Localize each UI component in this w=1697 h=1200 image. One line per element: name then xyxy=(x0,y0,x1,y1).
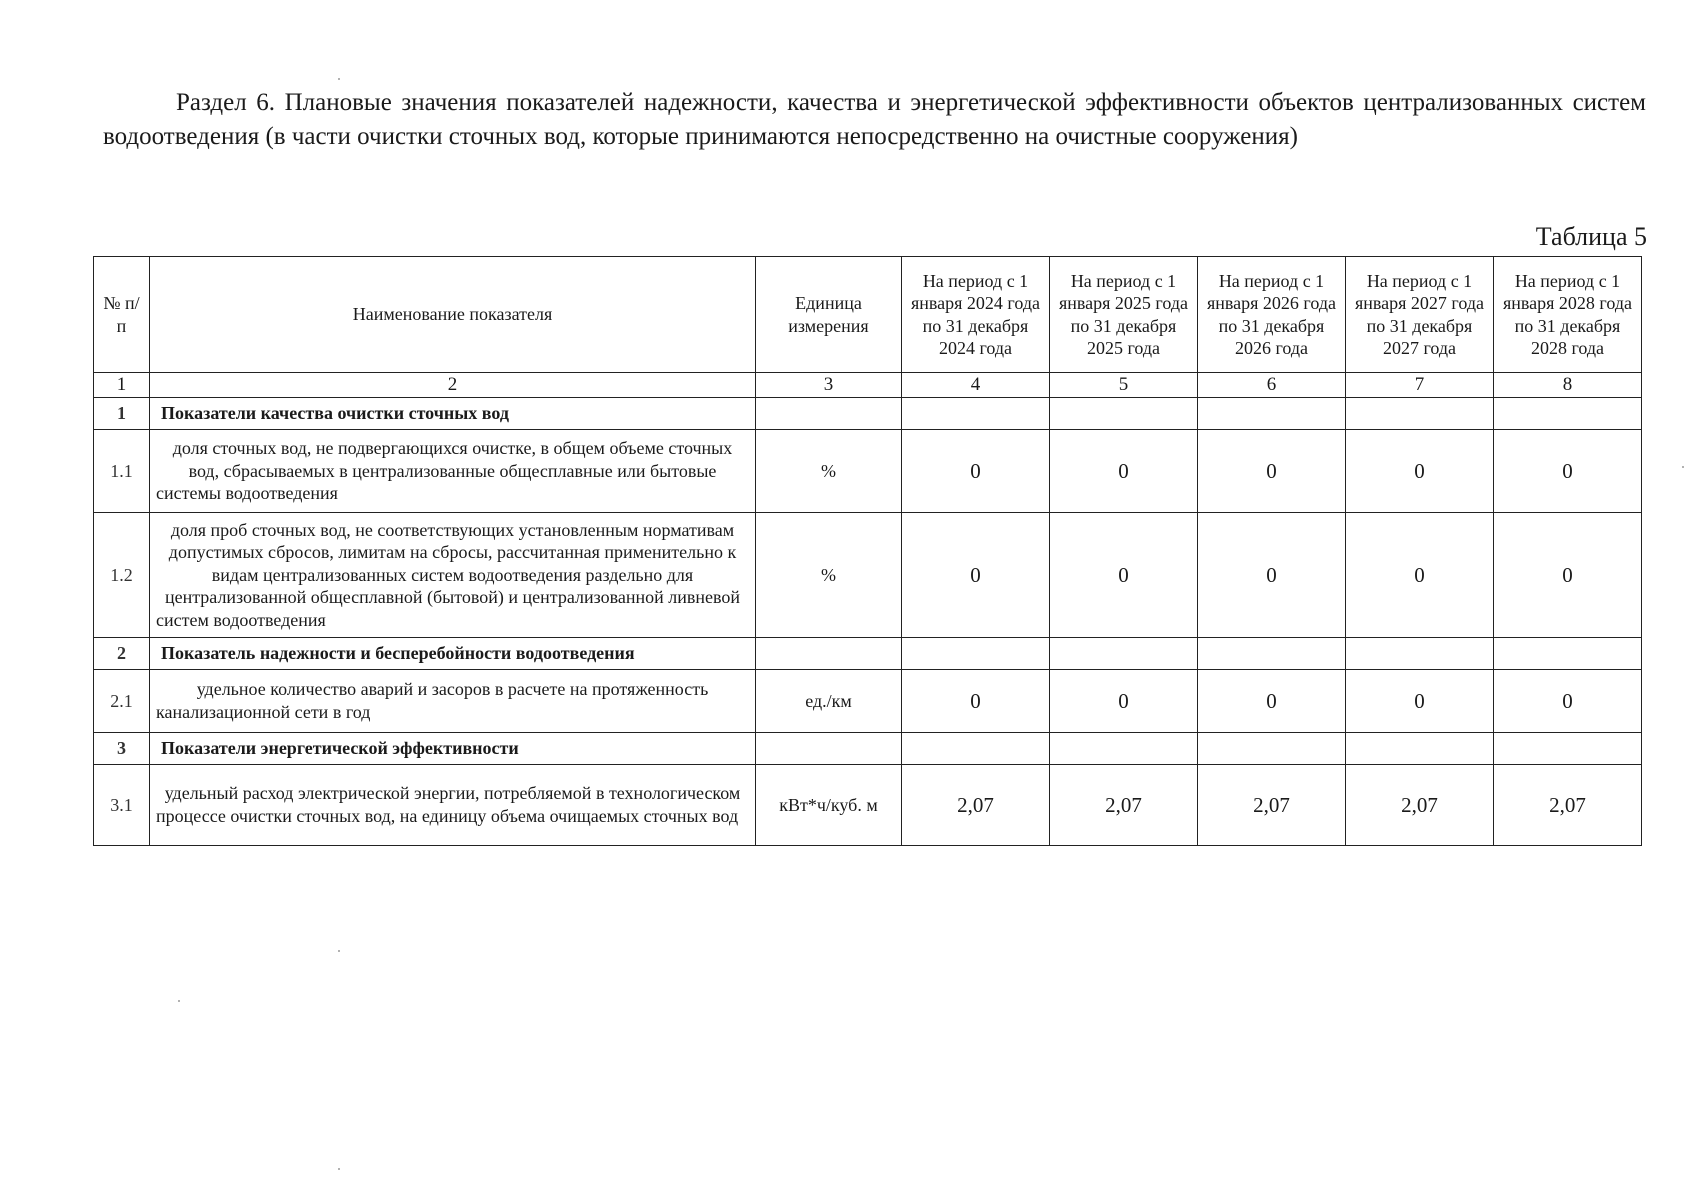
column-number: 8 xyxy=(1494,373,1642,398)
value-cell: 2,07 xyxy=(902,764,1050,845)
value-cell: 0 xyxy=(1198,512,1346,637)
value-cell: 0 xyxy=(1050,669,1198,732)
column-number: 7 xyxy=(1346,373,1494,398)
column-number: 4 xyxy=(902,373,1050,398)
row-number: 1.2 xyxy=(94,512,150,637)
value-cell: 2,07 xyxy=(1494,764,1642,845)
section-number: 3 xyxy=(94,732,150,764)
column-number: 6 xyxy=(1198,373,1346,398)
scan-speck xyxy=(338,950,340,952)
column-number: 5 xyxy=(1050,373,1198,398)
scan-speck xyxy=(1682,466,1684,468)
table-row xyxy=(94,669,1642,732)
value-cell: 0 xyxy=(902,512,1050,637)
column-number-row xyxy=(94,373,1642,398)
unit-cell: кВт*ч/куб. м xyxy=(756,764,902,845)
value-cell: 0 xyxy=(1346,512,1494,637)
header-unit: Единица измерения xyxy=(756,257,902,373)
value-cell: 0 xyxy=(1346,429,1494,512)
row-number: 2.1 xyxy=(94,669,150,732)
header-name: Наименование показателя xyxy=(150,257,756,373)
column-number: 2 xyxy=(150,373,756,398)
value-cell: 0 xyxy=(1494,512,1642,637)
value-cell: 0 xyxy=(902,429,1050,512)
row-number: 1.1 xyxy=(94,429,150,512)
section-heading: Раздел 6. Плановые значения показателей надежности, качества и энергетической эффективности объектов централизованных систем водоотведения (в части очистки сточных вод, которые принимаются непосредственно на очистные сооружения) xyxy=(103,89,1646,150)
section-number: 2 xyxy=(94,637,150,669)
section-row-energy xyxy=(94,732,1642,764)
section-row-quality xyxy=(94,397,1642,429)
header-period-2026: На период с 1 января 2026 года по 31 декабря 2026 года xyxy=(1198,257,1346,373)
value-cell: 2,07 xyxy=(1198,764,1346,845)
value-cell: 0 xyxy=(902,669,1050,732)
scan-speck xyxy=(338,78,340,80)
value-cell: 2,07 xyxy=(1050,764,1198,845)
header-period-2028: На период с 1 января 2028 года по 31 декабря 2028 года xyxy=(1494,257,1642,373)
header-period-2025: На период с 1 января 2025 года по 31 декабря 2025 года xyxy=(1050,257,1198,373)
table-row xyxy=(94,429,1642,512)
header-period-2027: На период с 1 января 2027 года по 31 декабря 2027 года xyxy=(1346,257,1494,373)
section-title: Показатели качества очистки сточных вод xyxy=(150,397,756,429)
section-title: Показатель надежности и бесперебойности водоотведения xyxy=(150,637,756,669)
unit-cell: % xyxy=(756,512,902,637)
value-cell: 0 xyxy=(1050,429,1198,512)
section-row-reliability xyxy=(94,637,1642,669)
unit-cell: % xyxy=(756,429,902,512)
value-cell: 0 xyxy=(1050,512,1198,637)
header-num: № п/п xyxy=(94,257,150,373)
value-cell: 2,07 xyxy=(1346,764,1494,845)
table-caption: Таблица 5 xyxy=(1535,222,1647,251)
value-cell: 0 xyxy=(1494,429,1642,512)
section-number: 1 xyxy=(94,397,150,429)
indicator-name: доля сточных вод, не подвергающихся очистке, в общем объеме сточных вод, сбрасываемых в централизованные общесплавные или бытовые системы водоотведения xyxy=(150,429,756,512)
scan-speck xyxy=(178,1000,180,1002)
value-cell: 0 xyxy=(1494,669,1642,732)
table-row xyxy=(94,764,1642,845)
indicators-table xyxy=(93,256,1642,846)
table-row xyxy=(94,512,1642,637)
unit-cell: ед./км xyxy=(756,669,902,732)
indicator-name: удельный расход электрической энергии, потребляемой в технологическом процессе очистки сточных вод, на единицу объема очищаемых сточных вод xyxy=(150,764,756,845)
column-number: 3 xyxy=(756,373,902,398)
column-number: 1 xyxy=(94,373,150,398)
header-row xyxy=(94,257,1642,373)
section-title: Показатели энергетической эффективности xyxy=(150,732,756,764)
value-cell: 0 xyxy=(1346,669,1494,732)
indicator-name: доля проб сточных вод, не соответствующих установленным нормативам допустимых сбросов, лимитам на сбросы, рассчитанная применительно к видам централизованных систем водоотведения раздельно для централизованной общесплавной (бытовой) и централизованной ливневой систем водоотведения xyxy=(150,512,756,637)
indicator-name: удельное количество аварий и засоров в расчете на протяженность канализационной сети в год xyxy=(150,669,756,732)
row-number: 3.1 xyxy=(94,764,150,845)
value-cell: 0 xyxy=(1198,429,1346,512)
header-period-2024: На период с 1 января 2024 года по 31 декабря 2024 года xyxy=(902,257,1050,373)
scan-speck xyxy=(338,1168,340,1170)
value-cell: 0 xyxy=(1198,669,1346,732)
